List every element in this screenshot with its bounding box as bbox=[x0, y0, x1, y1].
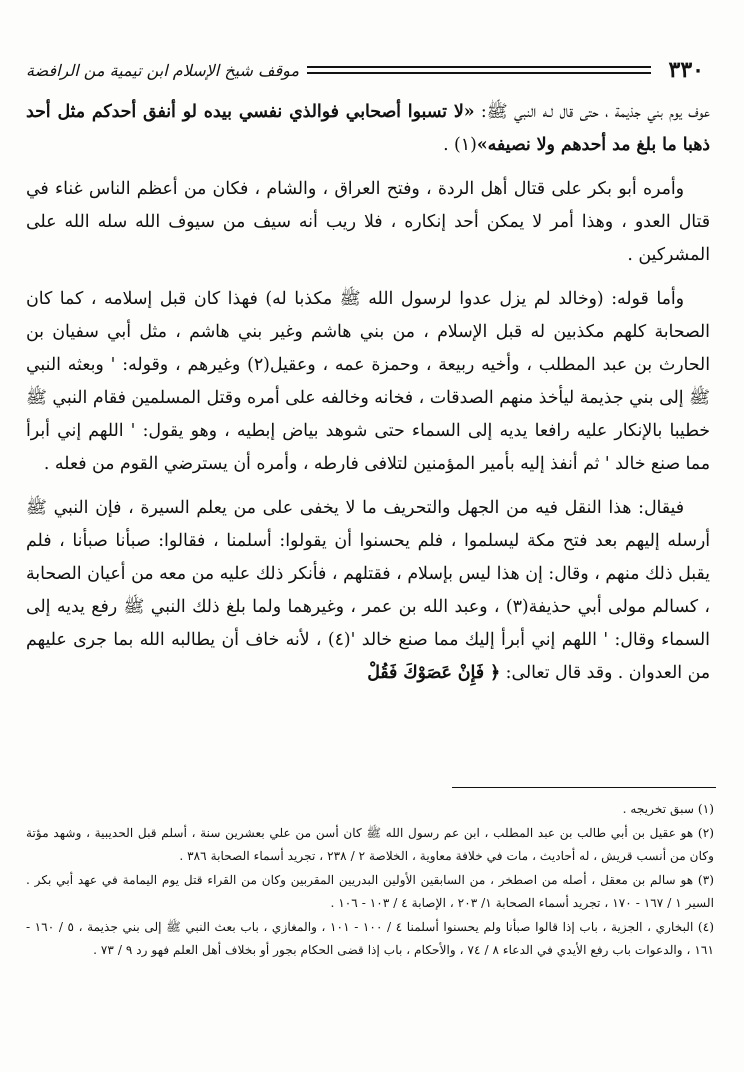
footnotes bbox=[26, 798, 714, 963]
main-text bbox=[26, 96, 710, 701]
paragraph-3 bbox=[26, 283, 710, 481]
footnote-ref-1: (١) . bbox=[443, 135, 477, 155]
paragraph-2 bbox=[26, 173, 710, 272]
paragraph-4 bbox=[26, 492, 710, 690]
header-rule bbox=[307, 66, 651, 74]
paragraph-2-text: وأمره أبو بكر على قتال أهل الردة ، وفتح العراق ، والشام ، فكان من أعظم الناس غناء في قتال العدو ، وهذا أمر لا يمكن أحد إنكاره ، فلا ريب أنه سيف من سيوف الله سله الله على المشركين . bbox=[26, 179, 710, 265]
hadith-quote: «لا تسبوا أصحابي فوالذي نفسي بيده لو أنفق أحدكم مثل أحد ذهبا ما بلغ مد أحدهم ولا نصيفه» bbox=[26, 102, 710, 155]
footnote-1: (١) سبق تخريجه . bbox=[622, 802, 714, 816]
page-header bbox=[26, 52, 704, 88]
paragraph-1-text: عوف يوم بني جذيمة ، حتى قال لـه النبي ﷺ: bbox=[474, 102, 711, 122]
paragraph-1 bbox=[26, 96, 710, 162]
paragraph-4-text: فيقال: هذا النقل فيه من الجهل والتحريف ما لا يخفى على من يعلم السيرة ، فإن النبي ﷺ أرسله إليهم بعد فتح مكة ليسلموا ، فلم يحسنوا أن يقولوا: أسلمنا ، فقالوا: صبأنا صبأنا ، فلم يقبل ذلك منهم ، وقال: إن هذا ليس بإسلام ، فقتلهم ، فأنكر ذلك عليه من معه من أعيان الصحابة ، كسالم مولى أبي حذيفة(٣) ، وعبد الله بن عمر ، وغيرهما ولما بلغ ذلك النبي ﷺ رفع يديه إلى السماء وقال: ' اللهم إني أبرأ إليك مما صنع خالد '(٤) ، لأنه خاف أن يطالبه الله بما جرى عليهم من العدوان . وقد قال تعالى: bbox=[26, 498, 710, 683]
footnote-separator bbox=[452, 787, 716, 788]
quran-verse: ﴿ فَإِنْ عَصَوْكَ فَقُلْ bbox=[367, 663, 501, 683]
footnote-4: (٤) البخاري ، الجزية ، باب إذا قالوا صبأنا ولم يحسنوا أسلمنا ٤ / ١٠٠ - ١٠١ ، والمغازي ، باب بعث النبي ﷺ إلى بني جذيمة ، ٥ / ١٦٠ - ١٦١ ، والدعوات باب رفع الأيدي في الدعاء ٨ / ٧٤ ، والأحكام ، باب إذا قضى الحكام بجور أو بخلاف أهل العلم فهو رد ٩ / ٧٣ . bbox=[26, 919, 714, 957]
footnote-3: (٣) هو سالم بن معقل ، أصله من اصطخر ، من السابقين الأولين البدريين المقربين وكان من القراء قتل يوم اليمامة في عهد أبي بكر . السير ١ / ١٦٧ - ١٧٠ ، تجريد أسماء الصحابة ١/ ٢٠٣ ، الإصابة ٤ / ١٠٣ - ١٠٦ . bbox=[26, 872, 714, 910]
page-number: ٣٣٠ bbox=[668, 57, 704, 83]
running-book-title: موقف شيخ الإسلام ابن تيمية من الرافضة bbox=[26, 60, 300, 80]
paragraph-3-text: وأما قوله: (وخالد لم يزل عدوا لرسول الله ﷺ مكذبا له) فهذا كان قبل إسلامه ، كما كان الصحابة كلهم مكذبين له قبل الإسلام ، من بني هاشم وغير بني هاشم ، مثل أبي سفيان بن الحارث بن عبد المطلب ، وأخيه ربيعة ، وحمزة عمه ، وعقيل(٢) وغيرهم ، وقوله: ' وبعثه النبي ﷺ إلى بني جذيمة ليأخذ منهم الصدقات ، فخانه وخالفه على أمره وقتل المسلمين فقام النبي ﷺ خطيبا بالإنكار عليه رافعا يديه إلى السماء حتى شوهد بياض إبطيه ، وهو يقول: ' اللهم إني أبرأ مما صنع خالد ' ثم أنفذ إليه بأمير المؤمنين لتلافى فارطه ، وأمره أن يسترضي القوم من فعله . bbox=[26, 289, 710, 474]
footnote-2: (٢) هو عقيل بن أبي طالب بن عبد المطلب ، ابن عم رسول الله ﷺ كان أسن من علي بعشرين سنة ، أسلم قبل الحديبية ، وشهد مؤتة وكان من أنسب قريش ، له أحاديث ، مات في خلافة معاوية ، الخلاصة ٢ / ٢٣٨ ، تجريد أسماء الصحابة ٣٨٦ . bbox=[26, 825, 714, 863]
